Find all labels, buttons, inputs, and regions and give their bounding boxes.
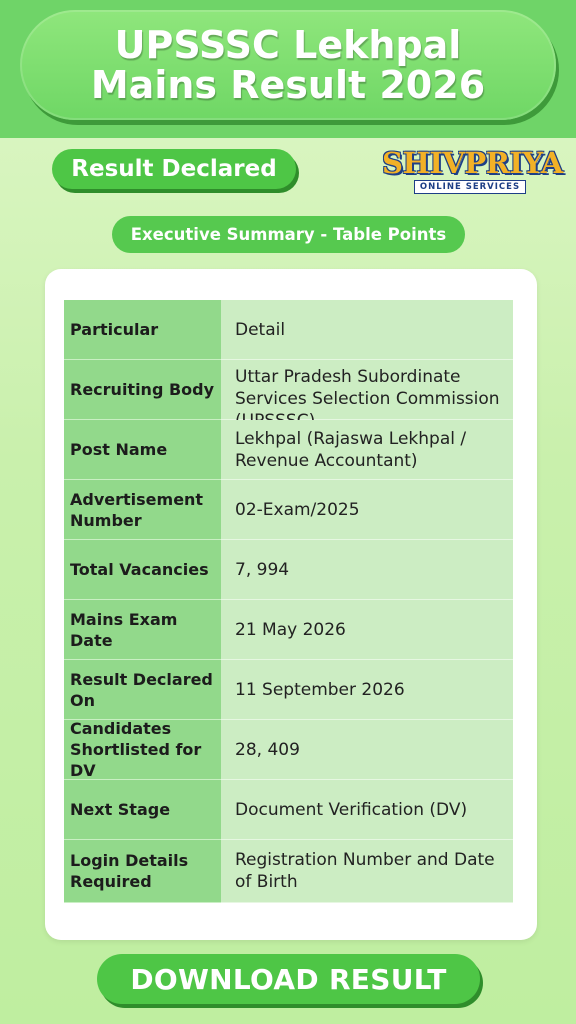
table-row [64, 360, 513, 420]
table-key-cell: Post Name [64, 420, 221, 480]
table-value-cell: 21 May 2026 [221, 600, 513, 660]
page-title-line-1: UPSSSC Lekhpal [114, 23, 462, 67]
table-value-cell: 11 September 2026 [221, 660, 513, 720]
download-result-button[interactable]: DOWNLOAD RESULT [97, 954, 480, 1004]
table-key-cell: Total Vacancies [64, 540, 221, 600]
table-row [64, 300, 513, 360]
table-value-cell: Uttar Pradesh Subordinate Services Selection Commission [221, 360, 513, 420]
table-key-cell: Advertisement Number [64, 480, 221, 540]
table-row [64, 420, 513, 480]
logo-wordmark: SHIVPRIYA [382, 146, 563, 180]
table-value-cell: Detail [221, 300, 513, 360]
table-key-cell: Mains Exam Date [64, 600, 221, 660]
table-key-cell: Login Details Required [64, 840, 221, 903]
table-key-cell: Result Declared On [64, 660, 221, 720]
summary-table [64, 300, 513, 903]
table-row [64, 480, 513, 540]
table-key-cell: Particular [64, 300, 221, 360]
table-row [64, 660, 513, 720]
table-value-cell: 7, 994 [221, 540, 513, 600]
brand-logo [382, 146, 563, 198]
table-row [64, 780, 513, 840]
status-badge: Result Declared [52, 149, 296, 189]
table-row [64, 600, 513, 660]
table-value-cell: 28, 409 [221, 720, 513, 780]
table-key-cell: Recruiting Body [64, 360, 221, 420]
page-title-banner [20, 10, 556, 120]
logo-tagline: ONLINE SERVICES [414, 180, 526, 194]
page-title-line-2: Mains Result 2026 [90, 63, 486, 107]
table-value-cell: Lekhpal (Rajaswa Lekhpal / Revenue Accountant) [221, 420, 513, 480]
table-value-cell: Registration Number and Date of Birth [221, 840, 513, 903]
table-row [64, 540, 513, 600]
table-key-cell: Candidates Shortlisted for DV [64, 720, 221, 780]
section-title: Executive Summary - Table Points [112, 216, 465, 253]
table-row [64, 720, 513, 780]
table-row [64, 840, 513, 903]
table-value-cell: Document Verification (DV) [221, 780, 513, 840]
table-value-cell: 02-Exam/2025 [221, 480, 513, 540]
table-key-cell: Next Stage [64, 780, 221, 840]
